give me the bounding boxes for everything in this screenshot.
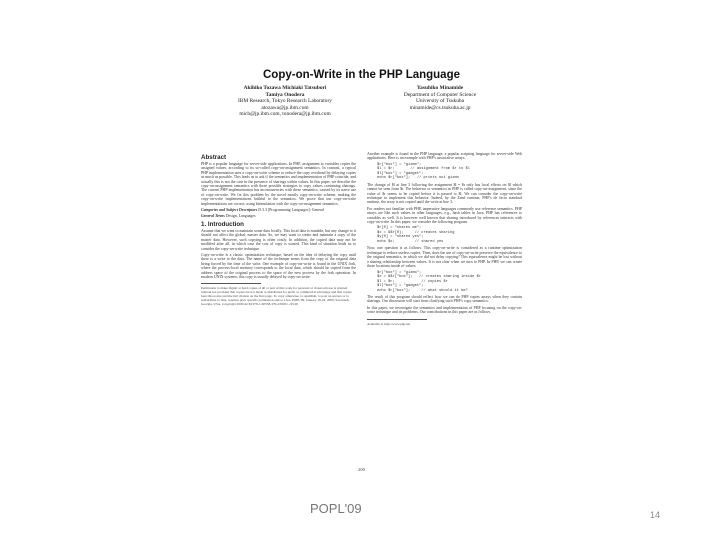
code-listing-3: $r["box"] = "gizmo"; $x = &$r["box"]; // creates sharing inside $r $l = $r; // copies $r $l["box"] = "gadget"; echo $r["box"]; // what should it be? [377, 270, 482, 293]
categories [201, 208, 356, 212]
authors-right-email: minamide@cs.tsukuba.ac.jp [409, 104, 471, 111]
right-paragraph-1: Another example is found in the PHP language, a popular scripting language for server-side Web applications. Here is an example with PHP's associative arrays. [367, 152, 522, 161]
authors-left-email2: mich@jp.ibm.com, tonodera@jp.ibm.com [239, 111, 331, 118]
abstract-text: PHP is a popular language for server-side applications. In PHP, assignment to variables copies the assigned values, according to its so-called copy-on-assignment semantics. In contrast, a typical PHP implementation uses a copy-on-write scheme to reduce the copy overhead by delaying copies as much as possible. This leads us to ask if the semantics and implementation of PHP coincide, and actually this is not the case in the presence of sharings within values. In this paper, we describe the copy-on-assignment semantics with three possible strategies to copy values containing sharings. The current PHP implementation has inconsistencies with these semantics, caused by its naive use of copy-on-write. We fix this problem by the novel mostly copy-on-write scheme, making the copy-on-write implementations faithful to the semantics. We prove that our copy-on-write implementations are correct, using bisimulation with the copy-on-assignment semantics. [201, 162, 356, 206]
code-listing-2: $r[0] = "shares me"; $x = &$r[0]; // creates sharing $y[0] = "shared yes"; echo $x; // shared yes [377, 226, 455, 244]
paper-title: Copy-on-Write in the PHP Language [263, 69, 460, 81]
authors-right [370, 85, 510, 111]
authors-left-name2: Tamiya Onodera [265, 91, 305, 98]
copyright-footnote: Permission to make digital or hard copies of all or part of this work for personal or classroom use is granted without fee provided that copies are not made or distributed for profit or commercial advantage and that copies bear this notice and the full citation on the first page. To copy otherwise, to republish, to post on servers or to redistribute to lists, requires prior specific permission and/or a fee. POPL'09, January 18-24, 2009, Savannah, Georgia, USA. Copyright 2009 ACM 978-1-60558-379-2/09/01...$5.00 [201, 286, 352, 307]
categories-heading: Categories and Subject Descriptors [201, 208, 258, 213]
authors-right-affiliation1: Department of Computer Science [403, 91, 477, 98]
intro-paragraph-2: Copy-on-write is a classic optimization technique, based on the idea of delaying the copy until there is a write to the data. The name of the technique stems from the copy of the original data being forced by the time of the write. One example of copy-on-write is found in the UNIX fork, where the process-local memory corresponds to the local data, which should be copied from the address space of the original process to the space of the new process by the fork operation. In modern UNIX systems, this copy is usually delayed by copy-on-write. [201, 252, 356, 279]
terms-text: Design, Languages [225, 214, 256, 219]
general-terms [201, 214, 356, 218]
right-paragraph-5: The result of this program should reflect how we can do PHP copies arrays when they contain sharings. Our discussion will start from clarifying such PHP's copy semantics. [367, 295, 522, 304]
right-column [367, 152, 522, 464]
categories-text: D.3.3 [Programming Languages]: General [258, 208, 325, 213]
right-paragraph-2: The change of $l at line 3 following the assignment $l = $r only has local effects on $l which cannot be seen from $r. The behavior or semantics in PHP is called copy-on-assignment, since the value of $r seems to be copied before it is passed to $l. We can consider the copy-on-write technique to implement this behavior. Indeed, by the Zend runtime, PHP's de facto standard runtime, the array is not copied until the write at line 3. [367, 182, 522, 205]
authors-left-email1: atozawa@jp.ibm.com [261, 104, 309, 111]
authors-right-affiliation2: University of Tsukuba [415, 98, 465, 105]
intro-paragraph-1: Assume that we want to maintain some data locally. This local data is mutable, but any change to it should not affect the global, master data. So, we may want to create and maintain a copy of the master data. However, such copying is often costly. In addition, the copied data may not be modified after all, in which case the cost of copy is wasted. This kind of situation leads us to consider the copy-on-write technique. [201, 228, 356, 251]
authors-left [215, 85, 355, 118]
left-column [201, 152, 356, 464]
right-paragraph-6: In this paper, we investigate the semantics and implementation of PHP focusing on the copy-on-write technique and its problems. Our contributions in this paper are as follows. [367, 305, 522, 315]
terms-heading: General Terms [201, 214, 225, 219]
right-footnote: Available at http://www.php.net [367, 321, 411, 326]
right-paragraph-4: Now, one question is as follows. This copy-on-write is considered as a runtime optimization technique to reduce useless copies. Then, does the use of copy-on-write preserve the equivalence to the original semantics, in which we did not delay copying? This equivalence might be lost without a sharing relationship between values. It is not clear when we turn to PHP. In PHP, we can create these locations inside of values. [367, 246, 522, 269]
authors-right-name: Yasuhiko Minamide [416, 85, 464, 91]
right-paragraph-3: For readers not familiar with PHP, imperative languages commonly use reference semantics. PHP arrays are like such values in other languages, e.g., hash tables in Java. PHP has references to variables as well. It is however well known that sharing introduced by references interacts with copy-on-write. In this paper, we consider the following program. [367, 206, 522, 225]
authors-left-names: Akihiko Tozawa Michiaki Tatsubori [243, 85, 327, 91]
footnote-rule [201, 283, 261, 284]
right-footnote-rule [367, 319, 427, 320]
slide-footer: POPL'09 [310, 501, 362, 516]
intro-heading: 1. Introduction [201, 220, 244, 228]
paper-page-number: 200 [358, 467, 365, 472]
slide-number: 14 [650, 510, 661, 520]
abstract-heading: Abstract [201, 154, 227, 161]
paper-page-image [195, 55, 528, 492]
code-listing-1: $r["box"] = "gizmo"; $l = $r; // assignment from $r to $l $l["box"] = "gadget"; echo $r["box"]; // prints out gizmo [377, 162, 470, 181]
authors-left-affiliation: IBM Research, Tokyo Research Laboratory [238, 98, 332, 105]
